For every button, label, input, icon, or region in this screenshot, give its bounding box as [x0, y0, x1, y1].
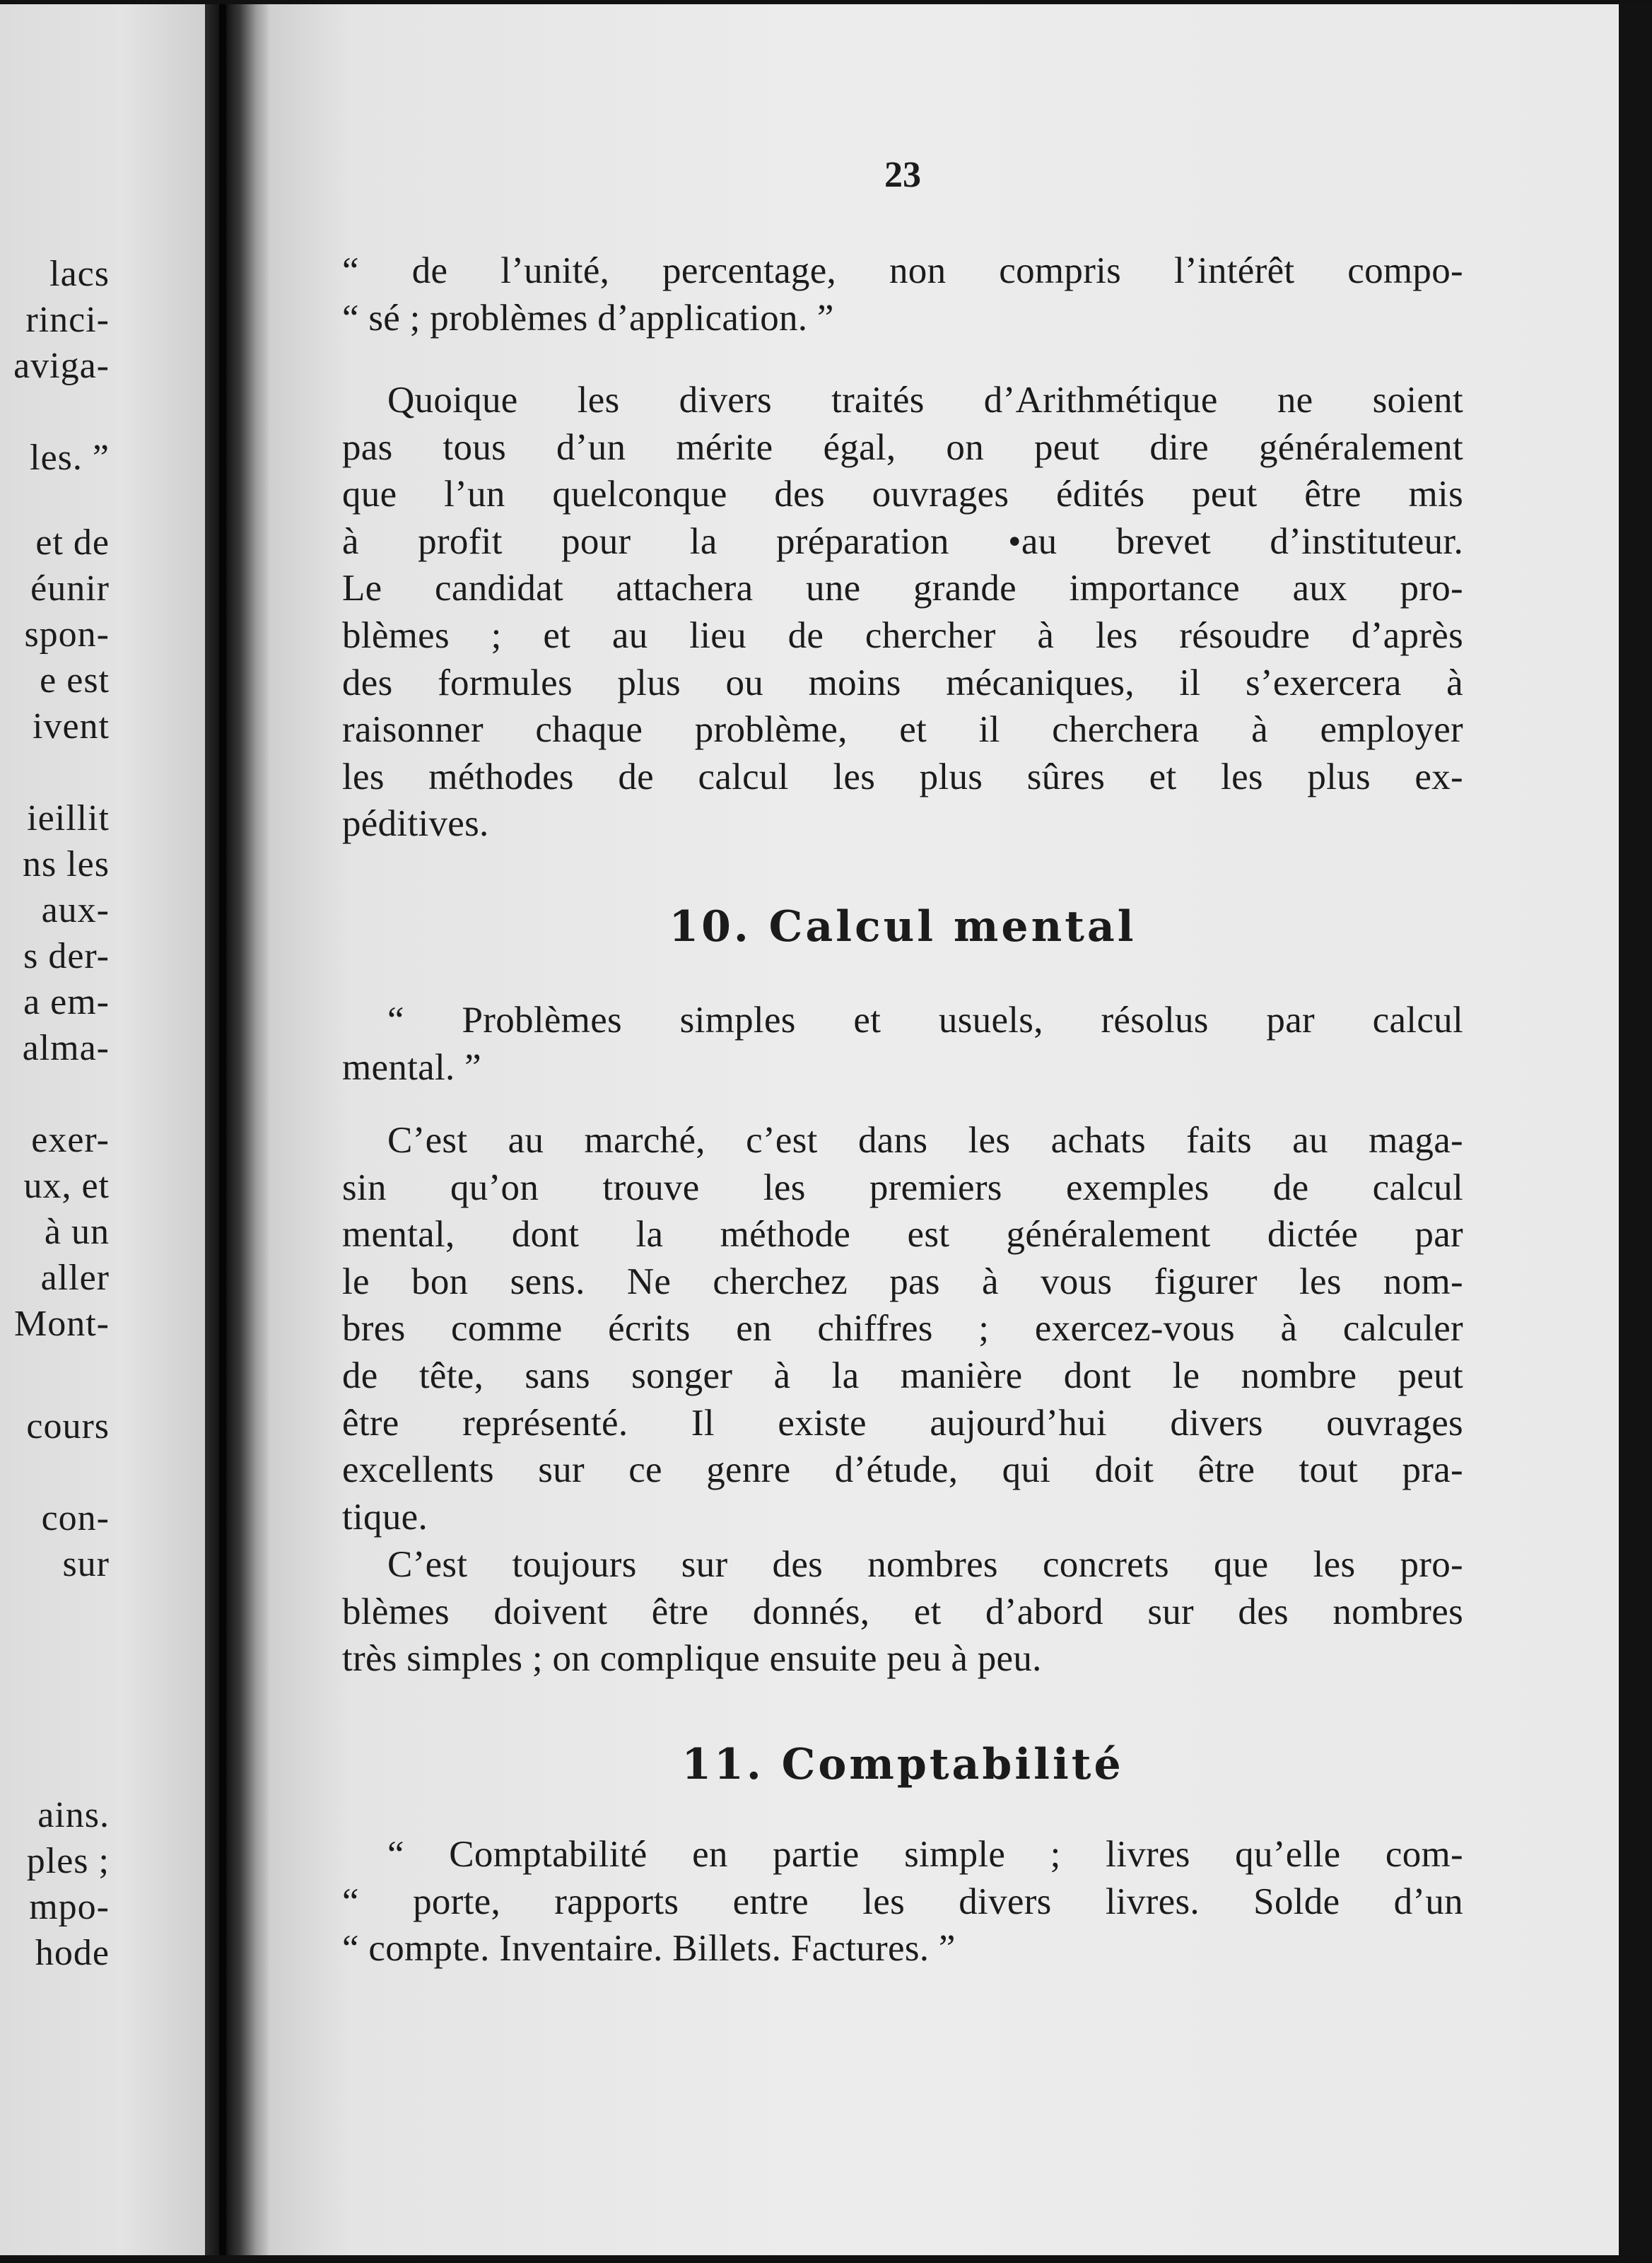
left-page-fragment: aller — [40, 1258, 110, 1298]
left-page-fragment: aux- — [41, 890, 110, 930]
text-line: sin qu’on trouve les premiers exemples de calcul — [342, 1166, 1463, 1208]
left-page-fragment: Mont- — [14, 1304, 110, 1344]
left-page-fragment: exer- — [31, 1120, 110, 1160]
text-line: mental. ” — [342, 1046, 481, 1088]
text-line: blèmes ; et au lieu de chercher à les résoudre d’après — [342, 614, 1463, 656]
text-line: bres comme écrits en chiffres ; exercez-vous à calculer — [342, 1308, 1463, 1350]
text-line: “ de l’unité, percentage, non compris l’intérêt compo- — [342, 250, 1463, 291]
left-page-fragment: a em- — [23, 982, 110, 1022]
left-page-fragment: spon- — [24, 614, 110, 655]
right-page-edge — [1619, 0, 1652, 2263]
text-line: Quoique les divers traités d’Arithmétique ne soient — [387, 380, 1463, 421]
text-line: raisonner chaque problème, et il cherchera à employer — [342, 709, 1463, 751]
left-page-fragment: ples ; — [26, 1841, 110, 1881]
section-10-heading: 10. Calcul mental — [669, 902, 1137, 952]
text-line: que l’un quelconque des ouvrages édités peut être mis — [342, 474, 1463, 515]
left-page-fragment: ivent — [33, 706, 110, 747]
text-line: “ Problèmes simples et usuels, résolus par calcul — [387, 1000, 1463, 1041]
text-line: Le candidat attachera une grande importance aux pro- — [342, 568, 1463, 609]
left-page-fragment: lacs — [49, 254, 110, 294]
left-page-fragment: sur — [62, 1544, 110, 1584]
left-page-fragment: s der- — [23, 936, 110, 976]
left-page-strip — [0, 0, 205, 2263]
gutter-shadow — [219, 0, 226, 2263]
text-line: le bon sens. Ne cherchez pas à vous figurer les nom- — [342, 1261, 1463, 1302]
left-page-fragment: ux, et — [23, 1166, 110, 1206]
left-page-fragment: à un — [44, 1212, 110, 1252]
left-page-fragment: ains. — [37, 1795, 110, 1835]
text-line: les méthodes de calcul les plus sûres et les plus ex- — [342, 756, 1463, 797]
text-line: tique. — [342, 1496, 428, 1538]
left-page-fragment: e est — [40, 660, 110, 701]
left-page-fragment: rinci- — [25, 300, 110, 340]
text-line: “ porte, rapports entre les divers livres. Solde d’un — [342, 1881, 1463, 1922]
text-line: pas tous d’un mérite égal, on peut dire généralement — [342, 426, 1463, 468]
text-line: des formules plus ou moins mécaniques, il s’exercera à — [342, 662, 1463, 703]
left-page-fragment: alma- — [22, 1028, 110, 1068]
text-line: très simples ; on complique ensuite peu à peu. — [342, 1638, 1042, 1680]
left-page-fragment: mpo- — [29, 1887, 110, 1927]
left-page-fragment: les. ” — [30, 438, 110, 478]
text-line: à profit pour la préparation •au brevet d’instituteur. — [342, 520, 1463, 562]
text-line: excellents sur ce genre d’étude, qui doit être tout pra- — [342, 1449, 1463, 1491]
section-10-quote — [342, 997, 1463, 1091]
text-line: C’est au marché, c’est dans les achats faits au maga- — [387, 1120, 1463, 1161]
bottom-edge — [0, 2255, 1652, 2263]
section-11-heading: 11. Comptabilité — [681, 1740, 1124, 1789]
left-page-fragment: cours — [26, 1406, 110, 1446]
section-10-paragraph-1 — [342, 1117, 1463, 1540]
left-page-fragment: ns les — [23, 844, 110, 884]
text-line: péditives. — [342, 803, 489, 845]
left-page-fragment: ieillit — [27, 798, 110, 838]
top-edge — [0, 0, 1652, 4]
left-page-fragment: aviga- — [13, 346, 110, 386]
text-line: être représenté. Il existe aujourd’hui divers ouvrages — [342, 1402, 1463, 1444]
intro-quote — [342, 247, 1463, 341]
text-line: “ sé ; problèmes d’application. ” — [342, 297, 834, 339]
section-11-quote — [342, 1831, 1463, 1972]
section-10-paragraph-2 — [342, 1541, 1463, 1683]
text-line: C’est toujours sur des nombres concrets que les pro- — [387, 1544, 1463, 1585]
text-line: “ Comptabilité en partie simple ; livres qu’elle com- — [387, 1834, 1463, 1875]
text-line: “ compte. Inventaire. Billets. Factures. ” — [342, 1928, 956, 1970]
text-line: blèmes doivent être donnés, et d’abord sur des nombres — [342, 1591, 1463, 1632]
left-page-fragment: con- — [41, 1498, 110, 1538]
book-gutter — [205, 0, 269, 2263]
arithmetic-paragraph — [342, 377, 1463, 848]
text-line: de tête, sans songer à la manière dont le nombre peut — [342, 1355, 1463, 1396]
left-page-fragment: et de — [35, 522, 110, 563]
left-page-fragment: hode — [35, 1933, 110, 1973]
text-line: mental, dont la méthode est généralement dictée par — [342, 1214, 1463, 1256]
left-page-fragment: éunir — [30, 568, 110, 609]
page-number: 23 — [884, 155, 921, 195]
